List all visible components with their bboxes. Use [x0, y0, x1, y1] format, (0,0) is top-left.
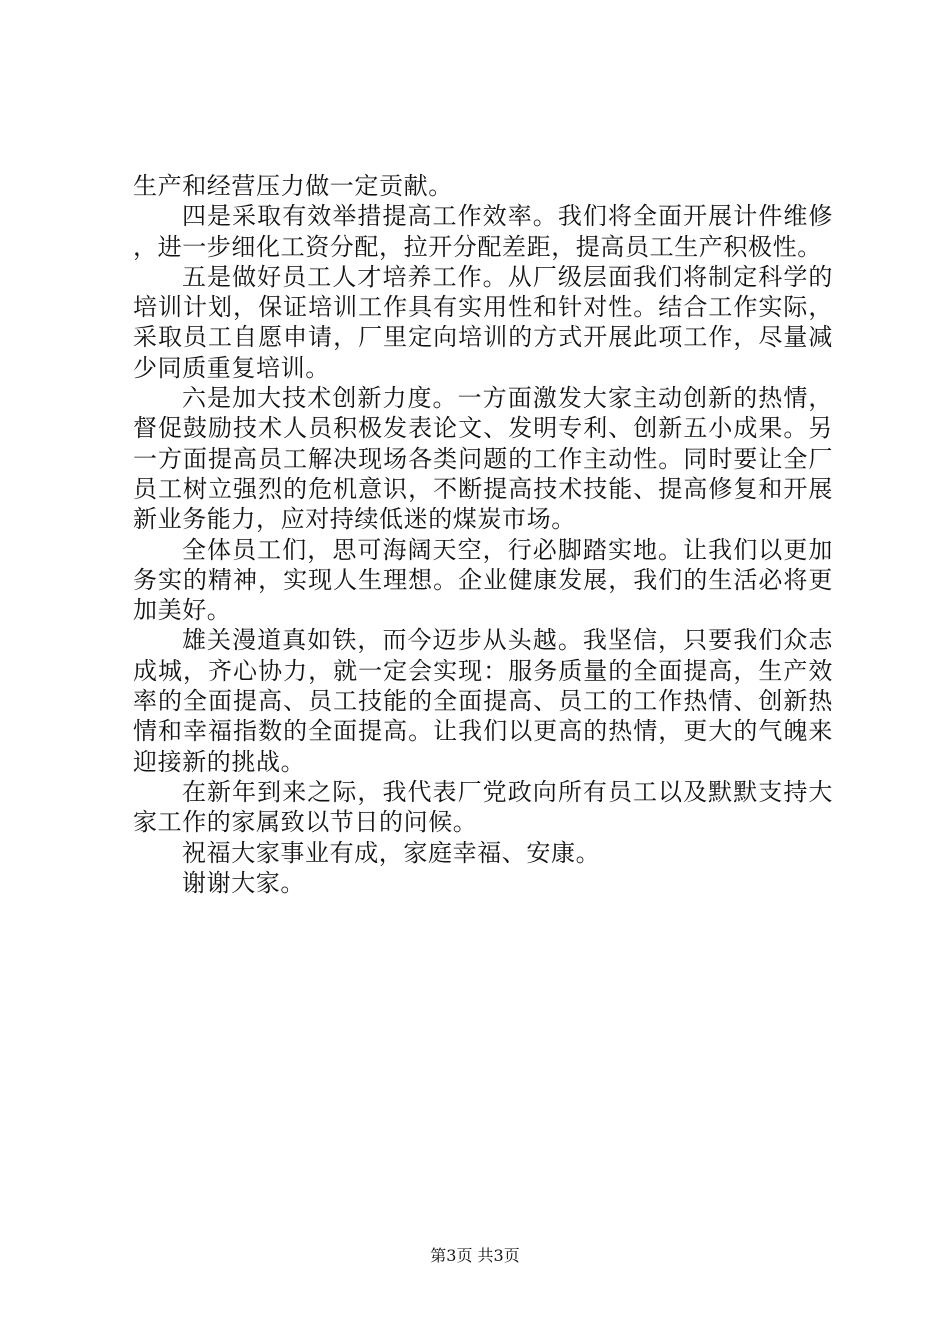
paragraph-new-year-greeting: 在新年到来之际，我代表厂党政向所有员工以及默默支持大家工作的家属致以节日的问候。 [133, 777, 833, 837]
paragraph-talent-training: 五是做好员工人才培养工作。从厂级层面我们将制定科学的培训计划，保证培训工作具有实用性和针对性。结合工作实际，采取员工自愿申请，厂里定向培训的方式开展此项工作，尽量减少同质重复培训。 [133, 262, 833, 382]
paragraph-blessing: 祝福大家事业有成，家庭幸福、安康。 [182, 838, 601, 867]
document-body [133, 171, 833, 898]
paragraph-thanks: 谢谢大家。 [182, 868, 305, 897]
paragraph-work-efficiency: 四是采取有效举措提高工作效率。我们将全面开展计件维修，进一步细化工资分配，拉开分配差距，提高员工生产积极性。 [133, 202, 833, 261]
paragraph-continuation: 生产和经营压力做一定贡献。 [133, 172, 453, 200]
paragraph-new-challenge: 雄关漫道真如铁，而今迈步从头越。我坚信，只要我们众志成城，齐心协力，就一定会实现：服务质量的全面提高，生产效率的全面提高、员工技能的全面提高、员工的工作热情、创新热情和幸福指数的全面提高。让我们以更高的热情，更大的气魄来迎接新的挑战。 [133, 626, 833, 776]
paragraph-tech-innovation: 六是加大技术创新力度。一方面激发大家主动创新的热情，督促鼓励技术人员积极发表论文、发明专利、创新五小成果。另一方面提高员工解决现场各类问题的工作主动性。同时要让全厂员工树立强烈的危机意识，不断提高技术技能、提高修复和开展新业务能力，应对持续低迷的煤炭市场。 [133, 384, 833, 534]
page-footer: 第3页 共3页 [430, 1246, 520, 1265]
paragraph-all-staff: 全体员工们，思可海阔天空，行必脚踏实地。让我们以更加务实的精神，实现人生理想。企业健康发展，我们的生活必将更加美好。 [133, 535, 833, 625]
